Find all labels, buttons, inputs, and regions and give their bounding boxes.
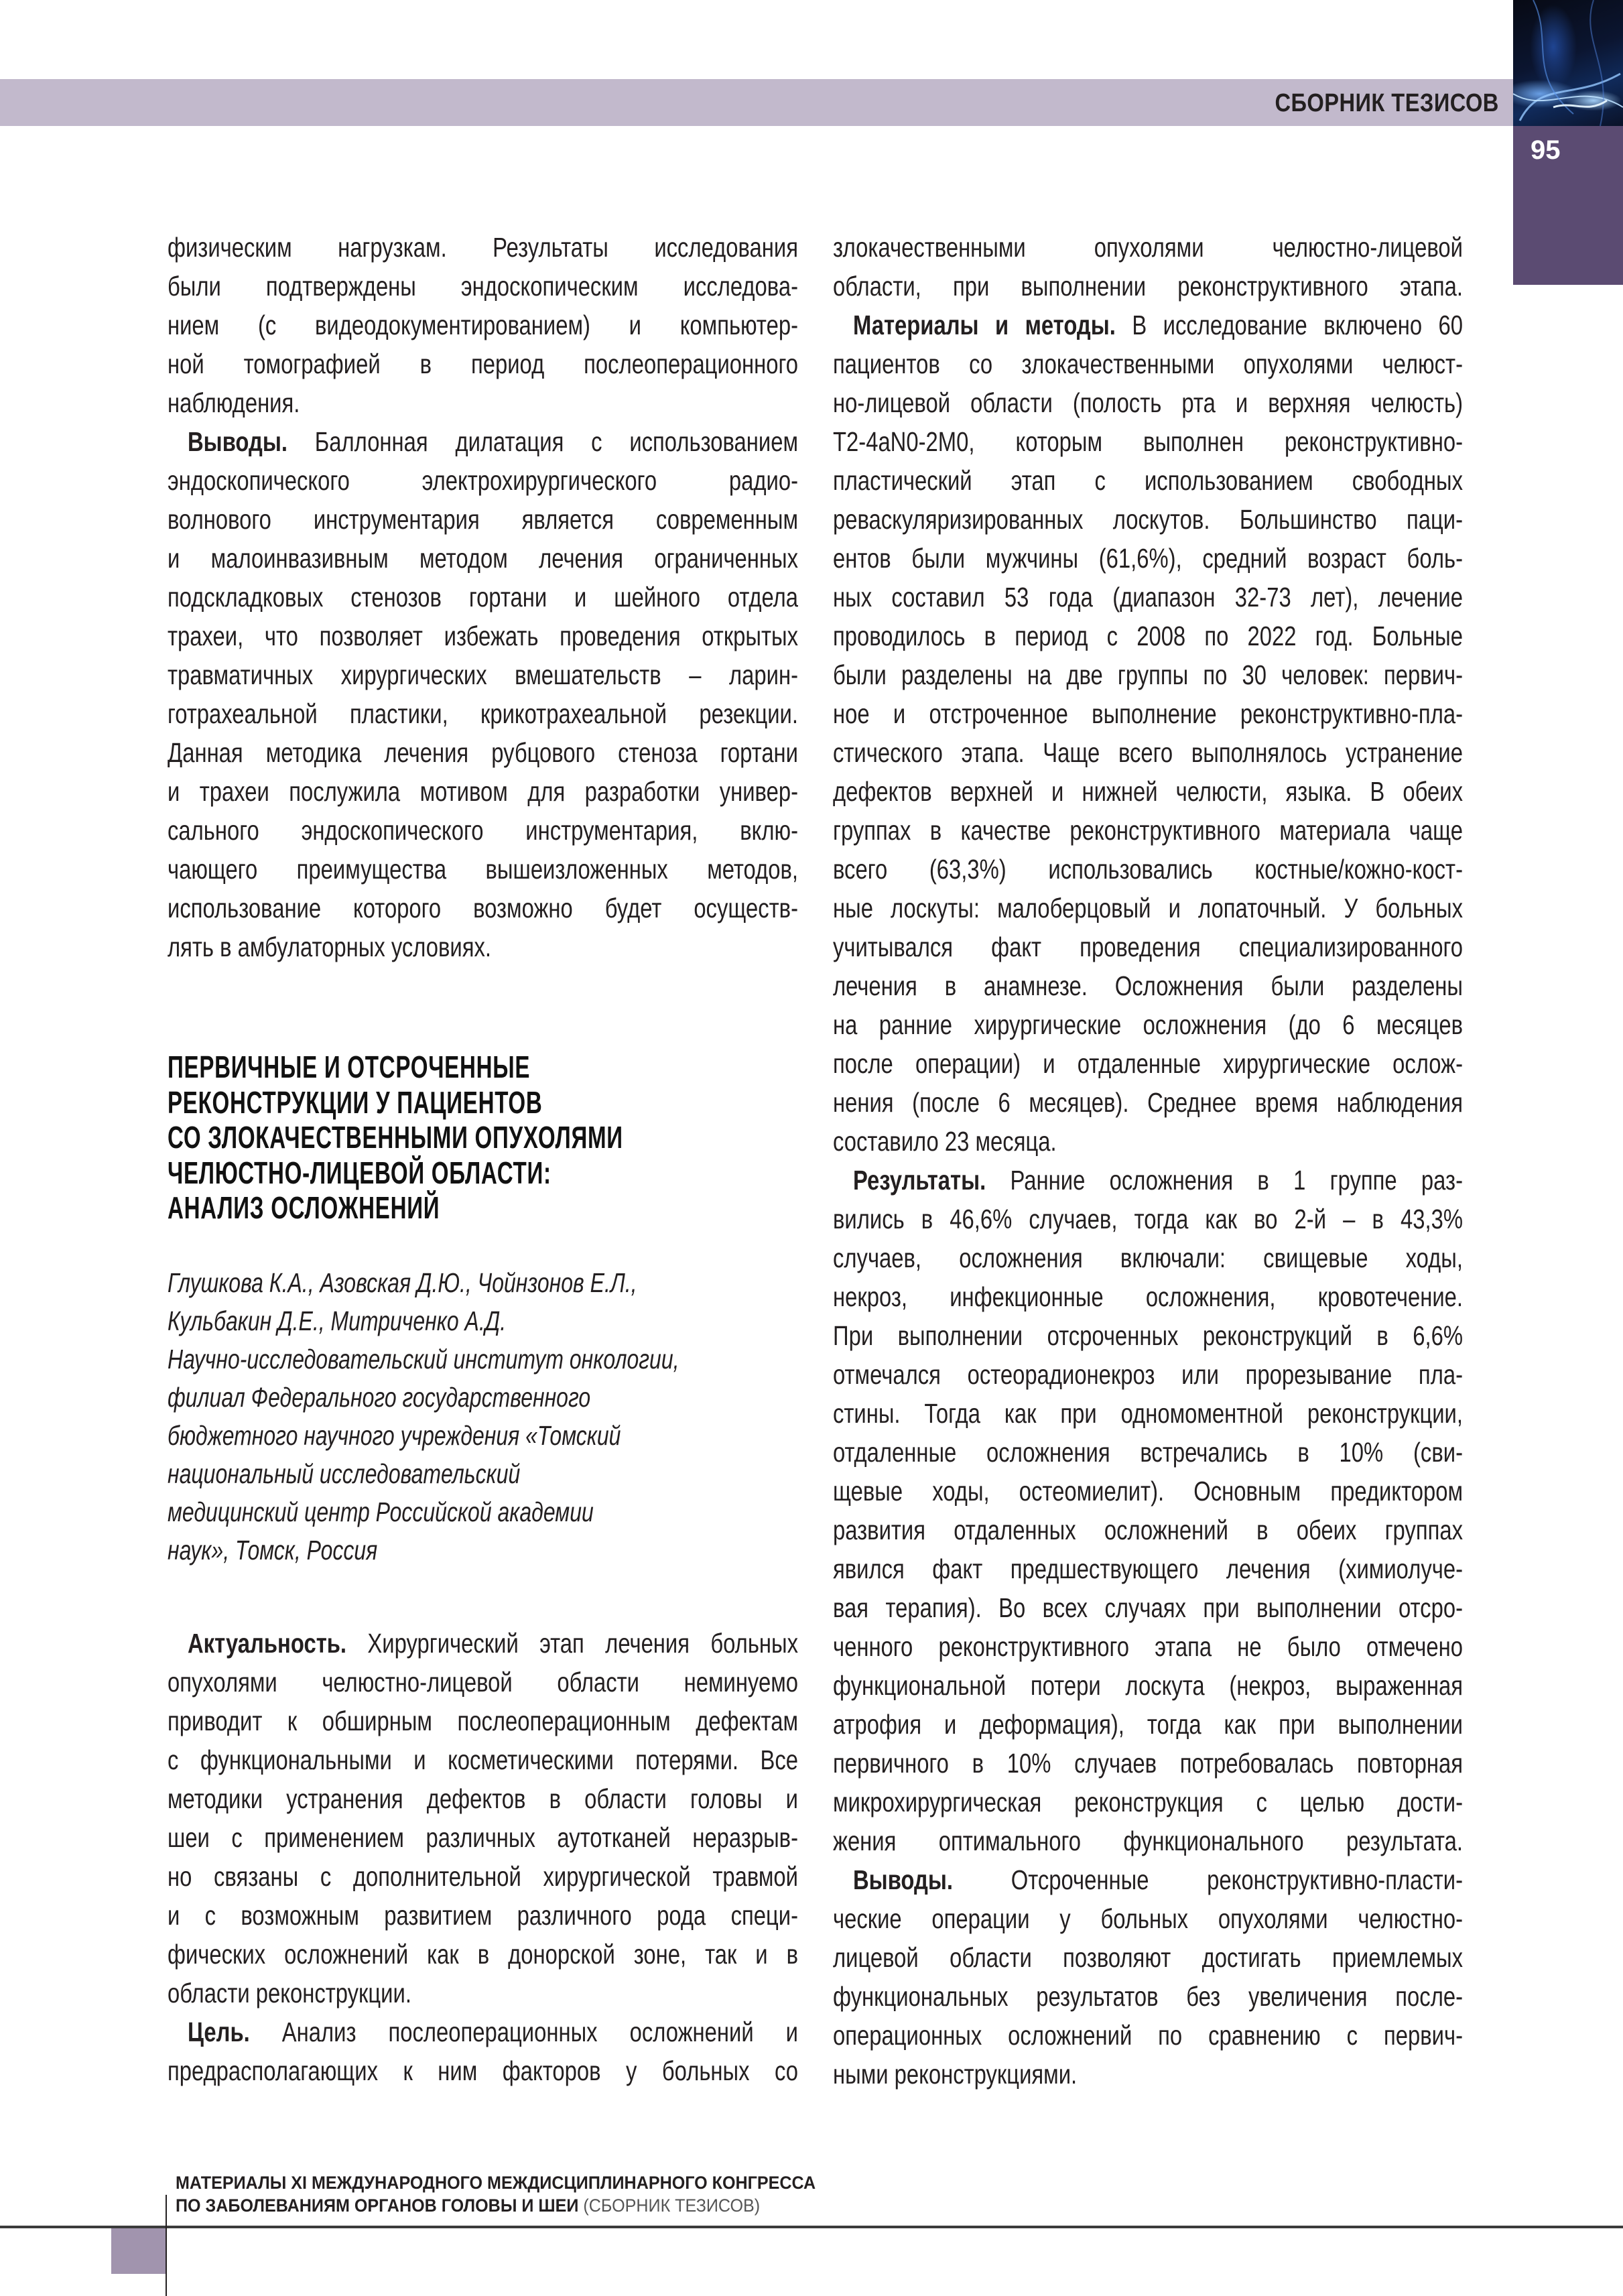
line-text: некроз, инфекционные осложнения, кровотечение.: [833, 1281, 1463, 1312]
text-line: [833, 1238, 1463, 1277]
text-line: [833, 655, 1463, 694]
text-line: [168, 1702, 798, 1740]
text-line: [833, 1394, 1463, 1433]
line-text: ной томографией в период послеоперационного: [168, 348, 798, 379]
text-line: [168, 539, 798, 578]
line-text: злокачественными опухолями челюстно-лицевой: [833, 232, 1463, 263]
text-line: [168, 1896, 798, 1935]
text-line: [833, 1083, 1463, 1122]
footer-conference-subtitle: [176, 2194, 804, 2217]
line-text: нения (после 6 месяцев). Среднее время наблюдения: [833, 1087, 1463, 1118]
line-text: и трахеи послужила мотивом для разработки универ-: [168, 776, 798, 807]
line-text: ное и отстроченное выполнение реконструктивно-пла-: [833, 698, 1463, 729]
text-line: [168, 1857, 798, 1896]
text-line: [168, 1779, 798, 1818]
footer-color-block: [111, 2228, 166, 2274]
text-line: [833, 1200, 1463, 1238]
affiliation-line: Научно-исследовательский институт онкологии,: [168, 1344, 679, 1375]
text-line: [833, 617, 1463, 655]
text-line: [833, 1316, 1463, 1355]
text-line: [833, 1588, 1463, 1627]
title-line: РЕКОНСТРУКЦИИ У ПАЦИЕНТОВ: [168, 1084, 543, 1120]
text-line: [168, 578, 798, 617]
text-line: [168, 1740, 798, 1779]
text-line: [833, 811, 1463, 850]
line-text: вая терапия). Во всех случаях при выполнении отсро-: [833, 1592, 1463, 1623]
line-text: наблюдения.: [168, 387, 300, 418]
line-text: Данная методика лечения рубцового стеноза гортани: [168, 737, 798, 768]
text-line: [833, 500, 1463, 539]
line-text: пациентов со злокачественными опухолями челюст-: [833, 348, 1463, 379]
left-column-continuation: [168, 228, 798, 966]
text-line: [833, 539, 1463, 578]
line-text: волнового инструментария является современным: [168, 504, 798, 535]
text-line: [833, 383, 1463, 422]
line-text: развития отдаленных осложнений в обеих группах: [833, 1515, 1463, 1545]
line-text: стического этапа. Чаще всего выполнялось устранение: [833, 737, 1463, 768]
text-line: [168, 2051, 798, 2090]
footer-vertical-line: [166, 2195, 167, 2296]
line-text: приводит к обширным послеоперационным дефектам: [168, 1706, 798, 1736]
text-line: [833, 1511, 1463, 1549]
text-line: [833, 1122, 1463, 1161]
title-line: ЧЕЛЮСТНО-ЛИЦЕВОЙ ОБЛАСТИ:: [168, 1155, 551, 1190]
author-line: Глушкова К.А., Азовская Д.Ю., Чойнзонов Е.Л.,: [168, 1267, 637, 1298]
line-text: травматичных хирургических вмешательств – ларин-: [168, 659, 798, 690]
section-lead: Выводы.: [188, 426, 287, 457]
line-text: пластический этап с использованием свободных: [833, 465, 1463, 496]
line-text: были разделены на две группы по 30 человек: первич-: [833, 659, 1463, 690]
text-line: [833, 2055, 1463, 2094]
text-line: [833, 1472, 1463, 1511]
line-text: лечения в анамнезе. Осложнения были разделены: [833, 970, 1463, 1001]
page-number: 95: [1531, 135, 1561, 165]
line-text: ных составил 53 года (диапазон 32-73 лет), лечение: [833, 582, 1463, 613]
line-text: шеи с применением различных аутотканей неразрыв-: [168, 1822, 798, 1853]
text-line: [168, 2013, 798, 2051]
footer-line-2-light: (СБОРНИК ТЕЗИСОВ): [583, 2195, 761, 2216]
text-line: [168, 889, 798, 928]
line-text: явился факт предшествующего лечения (химиолуче-: [833, 1553, 1463, 1584]
authors: [168, 1264, 798, 1340]
line-text: физическим нагрузкам. Результаты исследования: [168, 232, 798, 263]
text-line: [833, 1938, 1463, 1977]
section-lead: Выводы.: [853, 1864, 953, 1895]
line-text: трахеи, что позволяет избежать проведения открытых: [168, 621, 798, 651]
line-text: опухолями челюстно-лицевой области неминуемо: [168, 1667, 798, 1698]
text-line: [168, 655, 798, 694]
line-text: При выполнении отсроченных реконструкций в 6,6%: [833, 1320, 1463, 1351]
line-text: подскладковых стенозов гортани и шейного отдела: [168, 582, 798, 613]
text-line: [833, 889, 1463, 928]
title-line: АНАЛИЗ ОСЛОЖНЕНИЙ: [168, 1190, 440, 1225]
section-lead: Результаты.: [853, 1165, 986, 1196]
line-text: функциональной потери лоскута (некроз, выраженная: [833, 1670, 1463, 1701]
text-line: [168, 1818, 798, 1857]
text-line: [833, 422, 1463, 461]
line-text: сального эндоскопического инструментария, вклю-: [168, 815, 798, 846]
line-text: Баллонная дилатация с использованием: [287, 426, 798, 457]
line-text: атрофия и деформация), тогда как при выполнении: [833, 1709, 1463, 1740]
line-text: чающего преимущества вышеизложенных методов,: [168, 854, 798, 885]
text-line: [833, 1355, 1463, 1394]
section-lead: Цель.: [188, 2017, 250, 2047]
text-line: [833, 694, 1463, 733]
line-text: и малоинвазивным методом лечения ограниченных: [168, 543, 798, 574]
page-number-block: [1513, 126, 1623, 285]
text-line: [833, 1044, 1463, 1083]
text-line: [833, 1860, 1463, 1899]
text-line: [168, 1935, 798, 1974]
line-text: ные лоскуты: малоберцовый и лопаточный. У больных: [833, 893, 1463, 923]
text-line: [833, 306, 1463, 344]
line-text: методики устранения дефектов в области головы и: [168, 1783, 798, 1814]
text-line: [833, 1705, 1463, 1744]
text-line: [168, 928, 798, 966]
text-line: [833, 772, 1463, 811]
text-line: [833, 578, 1463, 617]
affiliation-line: филиал Федерального государственного: [168, 1382, 591, 1413]
line-text: были подтверждены эндоскопическим исследова-: [168, 271, 798, 302]
text-line: [833, 1161, 1463, 1200]
text-line: [833, 1005, 1463, 1044]
text-line: [168, 850, 798, 889]
text-line: [833, 733, 1463, 772]
line-text: но связаны с дополнительной хирургической травмой: [168, 1861, 798, 1892]
line-text: ентов были мужчины (61,6%), средний возраст боль-: [833, 543, 1463, 574]
text-line: [168, 733, 798, 772]
line-text: ченного реконструктивного этапа не было отмечено: [833, 1631, 1463, 1662]
text-line: [833, 1627, 1463, 1666]
text-line: [833, 1977, 1463, 2016]
text-line: [833, 1783, 1463, 1822]
text-line: [168, 694, 798, 733]
line-text: после операции) и отдаленные хирургические ослож-: [833, 1048, 1463, 1079]
affiliation-line: медицинский центр Российской академии: [168, 1496, 594, 1527]
line-text: нием (с видеодокументированием) и компьютер-: [168, 310, 798, 340]
text-line: [833, 2016, 1463, 2055]
line-text: случаев, осложнения включали: свищевые ходы,: [833, 1242, 1463, 1273]
line-text: составило 23 месяца.: [833, 1126, 1057, 1157]
line-text: проводилось в период с 2008 по 2022 год. Больные: [833, 621, 1463, 651]
line-text: всего (63,3%) использовались костные/кожно-кост-: [833, 854, 1463, 885]
corner-decorative-image: [1513, 0, 1623, 126]
line-text: Ранние осложнения в 1 группе раз-: [986, 1165, 1463, 1196]
text-line: [833, 928, 1463, 966]
text-line: [833, 1549, 1463, 1588]
line-text: лицевой области позволяют достигать приемлемых: [833, 1942, 1463, 1973]
text-line: [833, 1277, 1463, 1316]
line-text: Анализ послеоперационных осложнений и: [249, 2017, 799, 2047]
line-text: и с возможным развитием различного рода специ-: [168, 1900, 798, 1931]
text-line: [168, 811, 798, 850]
line-text: с функциональными и косметическими потерями. Все: [168, 1744, 798, 1775]
section-label-text: СБОРНИК ТЕЗИСОВ: [1275, 89, 1499, 117]
line-text: фических осложнений как в донорской зоне, так и в: [168, 1939, 798, 1970]
line-text: отмечался остеорадионекроз или прорезывание пла-: [833, 1359, 1463, 1390]
affiliation-line: национальный исследовательский: [168, 1458, 521, 1489]
text-line: [833, 1822, 1463, 1860]
line-text: готрахеальной пластики, крикотрахеальной резекции.: [168, 698, 798, 729]
line-text: операционных осложнений по сравнению с первич-: [833, 2020, 1463, 2051]
line-text: Хирургический этап лечения больных: [346, 1628, 798, 1659]
line-text: вились в 46,6% случаев, тогда как во 2-й – в 43,3%: [833, 1204, 1463, 1234]
left-column-body: [168, 1624, 798, 2090]
text-line: [168, 422, 798, 461]
text-line: [168, 461, 798, 500]
article-title: [168, 1049, 798, 1226]
line-text: дефектов верхней и нижней челюсти, языка. В обеих: [833, 776, 1463, 807]
text-line: [168, 1974, 798, 2013]
text-line: [168, 344, 798, 383]
line-text: ными реконструкциями.: [833, 2059, 1078, 2090]
line-text: но-лицевой области (полость рта и верхняя челюсть): [833, 387, 1463, 418]
text-line: [168, 1624, 798, 1663]
footer-line-1: МАТЕРИАЛЫ XI МЕЖДУНАРОДНОГО МЕЖДИСЦИПЛИНАРНОГО КОНГРЕССА: [176, 2173, 816, 2193]
text-line: [833, 1899, 1463, 1938]
line-text: реваскуляризированных лоскутов. Большинство паци-: [833, 504, 1463, 535]
text-line: [168, 267, 798, 306]
text-line: [168, 383, 798, 422]
text-line: [833, 1744, 1463, 1783]
line-text: области реконструкции.: [168, 1978, 411, 2008]
text-line: [833, 461, 1463, 500]
light-swirl-icon: [1513, 0, 1623, 126]
line-text: эндоскопического электрохирургического радио-: [168, 465, 798, 496]
line-text: отдаленные осложнения встречались в 10% (сви-: [833, 1437, 1463, 1468]
line-text: В исследование включено 60: [1115, 310, 1463, 340]
line-text: ческие операции у больных опухолями челюстно-: [833, 1903, 1463, 1934]
text-line: [168, 500, 798, 539]
line-text: Т2-4aN0-2M0, которым выполнен реконструктивно-: [833, 426, 1463, 457]
author-line: Кульбакин Д.Е., Митриченко А.Д.: [168, 1305, 507, 1336]
right-column-body: [833, 228, 1463, 2094]
footer-rule: [0, 2226, 1623, 2228]
line-text: на ранние хирургические осложнения (до 6 месяцев: [833, 1009, 1463, 1040]
title-line: СО ЗЛОКАЧЕСТВЕННЫМИ ОПУХОЛЯМИ: [168, 1120, 623, 1155]
line-text: области, при выполнении реконструктивного этапа.: [833, 271, 1463, 302]
line-text: стины. Тогда как при одномоментной реконструкции,: [833, 1398, 1463, 1429]
line-text: жения оптимального функционального результата.: [833, 1826, 1463, 1856]
line-text: учитывался факт проведения специализированного: [833, 932, 1463, 962]
text-line: [833, 267, 1463, 306]
affiliation: [168, 1340, 798, 1570]
line-text: использование которого возможно будет осуществ-: [168, 893, 798, 923]
text-line: [168, 306, 798, 344]
text-line: [168, 1663, 798, 1702]
line-text: щевые ходы, остеомиелит). Основным предиктором: [833, 1476, 1463, 1507]
line-text: первичного в 10% случаев потребовалась повторная: [833, 1748, 1463, 1779]
affiliation-line: наук», Томск, Россия: [168, 1535, 378, 1566]
section-label: [1005, 84, 1499, 122]
line-text: Отсроченные реконструктивно-пласти-: [952, 1864, 1463, 1895]
text-line: [833, 344, 1463, 383]
line-text: группах в качестве реконструктивного материала чаще: [833, 815, 1463, 846]
text-line: [168, 228, 798, 267]
line-text: микрохирургическая реконструкция с целью дости-: [833, 1787, 1463, 1817]
section-lead: Материалы и методы.: [853, 310, 1116, 340]
text-line: [833, 850, 1463, 889]
text-line: [833, 966, 1463, 1005]
line-text: лять в амбулаторных условиях.: [168, 932, 492, 962]
text-line: [168, 617, 798, 655]
line-text: функциональных результатов без увеличения после-: [833, 1981, 1463, 2012]
footer-conference-title: [176, 2171, 864, 2194]
text-line: [833, 228, 1463, 267]
affiliation-line: бюджетного научного учреждения «Томский: [168, 1420, 621, 1451]
text-line: [168, 772, 798, 811]
line-text: предрасполагающих к ним факторов у больных со: [168, 2055, 798, 2086]
footer-line-2: ПО ЗАБОЛЕВАНИЯМ ОРГАНОВ ГОЛОВЫ И ШЕИ: [176, 2195, 579, 2216]
section-lead: Актуальность.: [188, 1628, 347, 1659]
text-line: [833, 1433, 1463, 1472]
title-line: ПЕРВИЧНЫЕ И ОТСРОЧЕННЫЕ: [168, 1049, 531, 1084]
text-line: [833, 1666, 1463, 1705]
